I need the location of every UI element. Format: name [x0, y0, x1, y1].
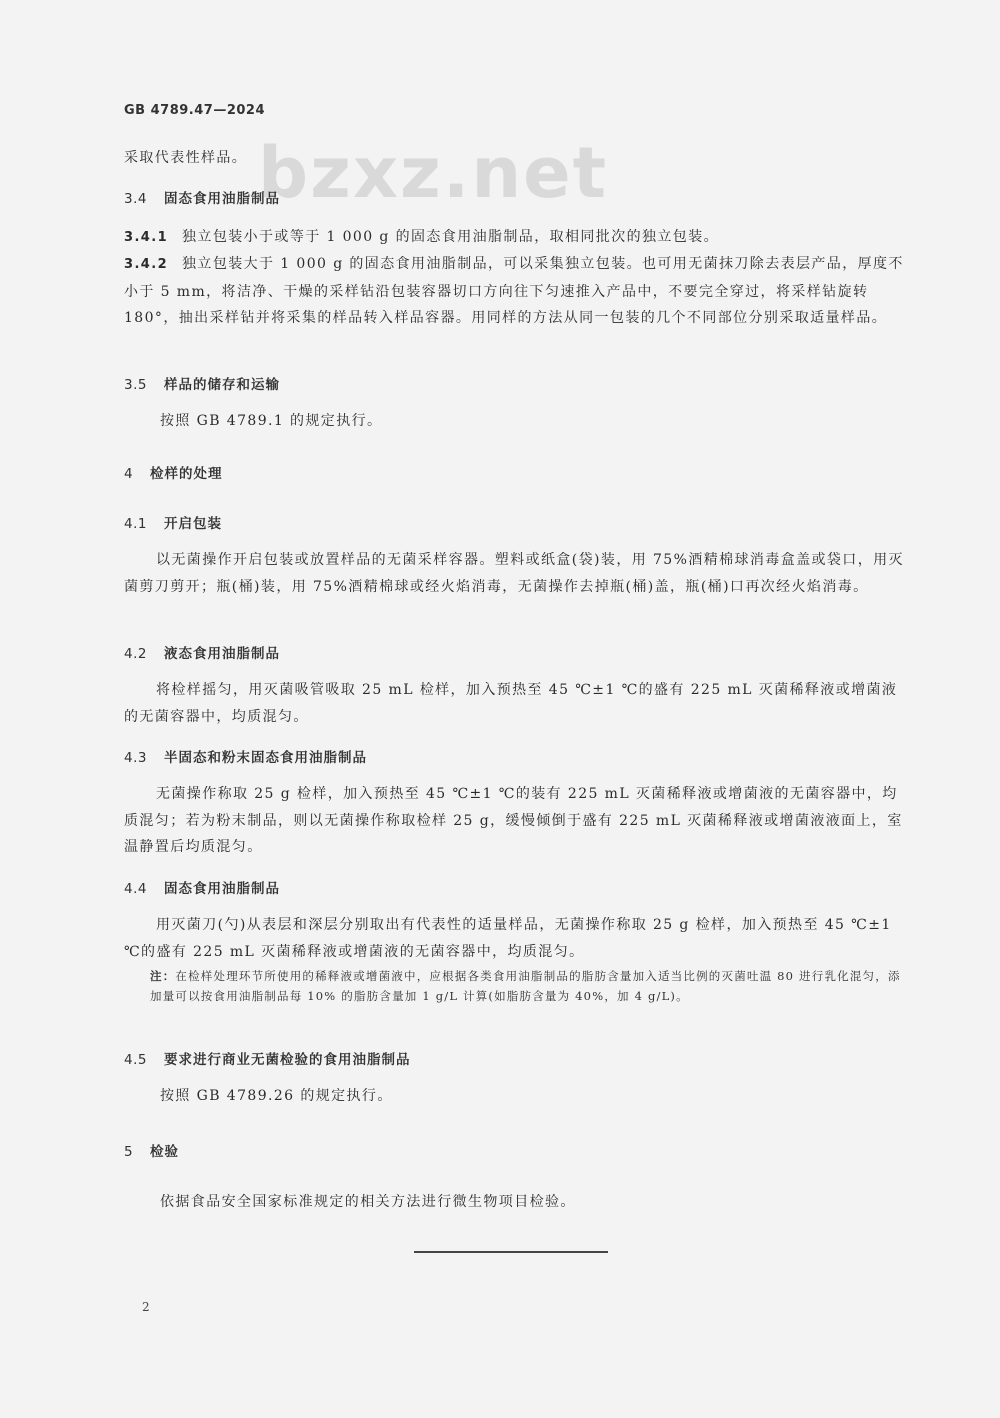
- paragraph-4-3: [0, 781, 1000, 861]
- chapter-heading-5: [0, 1140, 1000, 1160]
- paragraph-text: 无菌操作称取 25 g 检样，加入预热至 45 ℃±1 ℃的装有 225 mL 灭菌稀释液或增菌液的无菌容器中，均质混匀；若为粉末制品，则以无菌操作称取检样 25 g，缓慢倾倒于盛有 225 mL 灭菌稀释液或增菌液液面上，室温静置后均质混匀。: [124, 786, 903, 855]
- paragraph-text: 按照 GB 4789.1 的规定执行。: [160, 413, 383, 429]
- clause-text: 独立包装小于或等于 1 000 g 的固态食用油脂制品，取相同批次的独立包装。: [182, 229, 720, 245]
- chapter-title: 检样的处理: [150, 466, 223, 482]
- clause-3-4-1: [0, 224, 1000, 252]
- continuation-text: 采取代表性样品。: [124, 150, 248, 166]
- clause-text: 独立包装大于 1 000 g 的固态食用油脂制品，可以采集独立包装。也可用无菌抹刀除去表层产品，厚度不小于 5 mm，将洁净、干燥的采样钻沿包装容器切口方向往下匀速推入产品中，不要完全穿过，将采样钻旋转 180°，抽出采样钻并将采集的样品转入样品容器。用同样的方法从同一包装的几个不同部位分别采取适量样品。: [124, 256, 904, 326]
- section-number: 4.4: [124, 881, 147, 897]
- note-paragraph: [0, 966, 902, 1006]
- section-title: 要求进行商业无菌检验的食用油脂制品: [164, 1052, 411, 1068]
- section-title: 固态食用油脂制品: [164, 191, 280, 207]
- continuation-paragraph: [0, 145, 1000, 172]
- section-number: 4.3: [124, 750, 147, 766]
- note-label: 注：: [150, 969, 176, 983]
- page-number: 2: [142, 1300, 150, 1314]
- standard-code-header: GB 4789.47—2024: [124, 103, 265, 118]
- clause-paragraph: [0, 251, 904, 332]
- section-title: 样品的储存和运输: [164, 377, 280, 393]
- paragraph-text: 依据食品安全国家标准规定的相关方法进行微生物项目检验。: [160, 1194, 576, 1210]
- note-text: 在检样处理环节所使用的稀释液或增菌液中，应根据各类食用油脂制品的脂肪含量加入适当比例的灭菌吐温 80 进行乳化混匀，添加量可以按食用油脂制品每 10% 的脂肪含量加 1 g/L 计算(如脂肪含量为 40%，加 4 g/L)。: [150, 969, 901, 1003]
- section-title: 开启包装: [164, 516, 222, 532]
- section-title: 液态食用油脂制品: [164, 646, 280, 662]
- watermark: bzxz.net: [258, 132, 609, 214]
- note-4-4: [0, 966, 1000, 1006]
- paragraph-4-1: [0, 547, 1000, 600]
- clause-3-4-2: [0, 251, 1000, 332]
- clause-number: 3.4.2: [124, 257, 169, 272]
- section-title: 固态食用油脂制品: [164, 881, 280, 897]
- section-number: 3.4: [124, 191, 147, 207]
- paragraph-text: 以无菌操作开启包装或放置样品的无菌采样容器。塑料或纸盒(袋)装，用 75%酒精棉球消毒盒盖或袋口，用灭菌剪刀剪开；瓶(桶)装，用 75%酒精棉球或经火焰消毒，无菌操作去掉瓶(桶)盖，瓶(桶)口再次经火焰消毒。: [124, 552, 904, 595]
- section-title: 半固态和粉末固态食用油脂制品: [164, 750, 367, 766]
- chapter-heading-4: [0, 462, 1000, 482]
- section-heading-4-1: [0, 512, 1000, 532]
- paragraph-text: 将检样摇匀，用灭菌吸管吸取 25 mL 检样，加入预热至 45 ℃±1 ℃的盛有 225 mL 灭菌稀释液或增菌液的无菌容器中，均质混匀。: [124, 682, 898, 725]
- paragraph-4-2: [0, 677, 1000, 730]
- clause-paragraph: [0, 224, 904, 252]
- paragraph-text: 按照 GB 4789.26 的规定执行。: [160, 1088, 393, 1104]
- paragraph-4-5: [0, 1083, 1000, 1110]
- clause-number: 3.4.1: [124, 230, 169, 245]
- section-heading-3-5: [0, 373, 1000, 393]
- section-number: 3.5: [124, 377, 147, 393]
- end-rule-divider: [414, 1251, 608, 1253]
- section-heading-4-5: [0, 1048, 1000, 1068]
- paragraph-4-4: [0, 912, 1000, 965]
- chapter-number: 5: [124, 1144, 134, 1160]
- paragraph-5: [0, 1189, 1000, 1216]
- section-number: 4.5: [124, 1052, 147, 1068]
- section-heading-4-4: [0, 877, 1000, 897]
- section-heading-4-3: [0, 746, 1000, 766]
- section-heading-4-2: [0, 642, 1000, 662]
- chapter-number: 4: [124, 466, 134, 482]
- chapter-title: 检验: [150, 1144, 179, 1160]
- section-number: 4.1: [124, 516, 147, 532]
- section-number: 4.2: [124, 646, 147, 662]
- paragraph-3-5: [0, 408, 1000, 435]
- paragraph-text: 用灭菌刀(勺)从表层和深层分别取出有代表性的适量样品，无菌操作称取 25 g 检样，加入预热至 45 ℃±1 ℃的盛有 225 mL 灭菌稀释液或增菌液的无菌容器中，均质混匀。: [124, 917, 892, 960]
- section-heading-3-4: [0, 187, 1000, 207]
